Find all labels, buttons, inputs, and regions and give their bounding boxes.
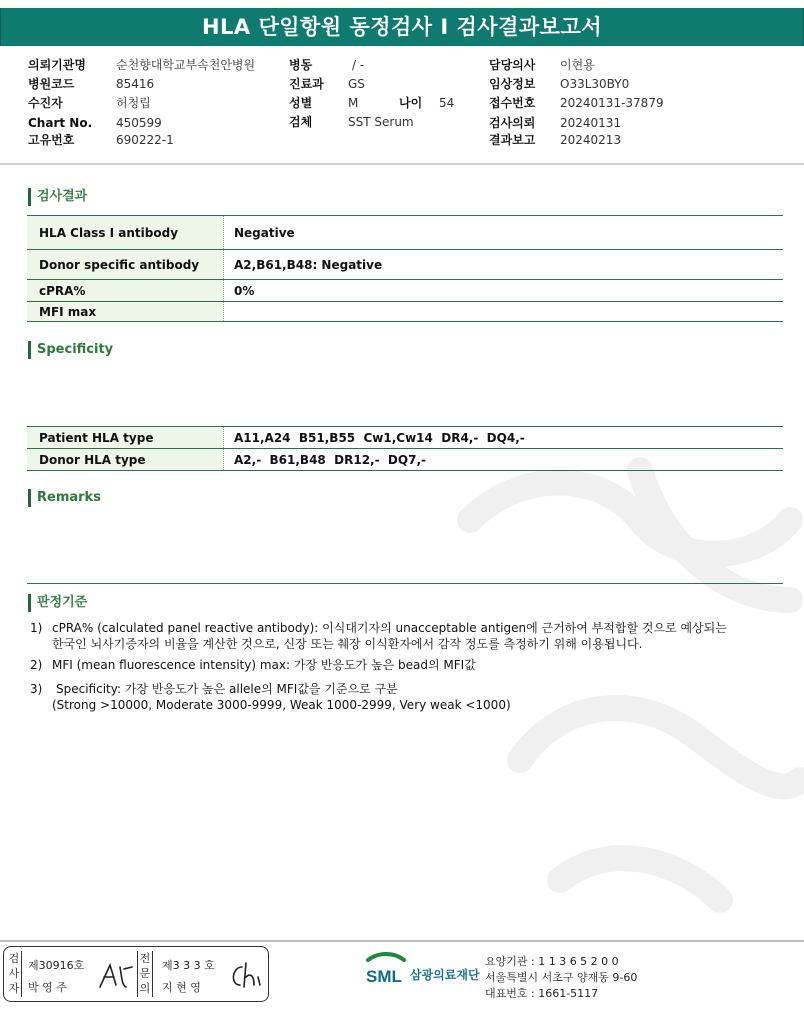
criteria-section-title: 판정기준 bbox=[28, 594, 87, 612]
tester-signature bbox=[96, 959, 134, 993]
info-label-hospital: 의뢰기관명 bbox=[28, 58, 86, 72]
hla-type-value: A2,- B61,B48 DR12,- DQ7,- bbox=[224, 449, 784, 471]
info-label-patient: 수진자 bbox=[28, 96, 63, 110]
criteria-num: 3) bbox=[30, 682, 43, 696]
criteria-num: 2) bbox=[30, 658, 43, 672]
criteria-line: 한국인 뇌사기증자의 비율을 계산한 것으로, 신장 또는 췌장 이식환자에서 감작 정도를 측정하기 위해 이용됩니다. bbox=[52, 637, 643, 651]
info-value-specimen: SST Serum bbox=[348, 115, 414, 129]
info-value-doctor: 이현용 bbox=[560, 58, 595, 72]
result-value: Negative bbox=[224, 216, 784, 250]
info-label-specimen: 검체 bbox=[289, 115, 313, 129]
hla-type-value: A11,A24 B51,B55 Cw1,Cw14 DR4,- DQ4,- bbox=[224, 427, 784, 449]
criteria-line: (Strong >10000, Moderate 3000-9999, Weak 1000-2999, Very weak <1000) bbox=[52, 698, 511, 712]
sml-logo-text: SML bbox=[366, 967, 402, 986]
tester-label-text: 검사자 bbox=[8, 952, 20, 995]
report-title: HLA 단일항원 동정검사 I 검사결과보고서 bbox=[201, 15, 603, 39]
hla-type-table bbox=[27, 426, 783, 471]
info-value-request-date: 20240131 bbox=[560, 116, 622, 130]
table-row bbox=[27, 427, 783, 449]
hla-type-key: Donor HLA type bbox=[27, 449, 224, 471]
criteria-line: MFI (mean fluorescence intensity) max: 가장 반응도가 높은 bead의 MFI값 bbox=[52, 658, 476, 672]
report-title-bar bbox=[0, 8, 804, 46]
sml-logo-icon bbox=[364, 952, 408, 992]
info-label-age: 나이 bbox=[399, 96, 423, 110]
info-label-receipt-no: 접수번호 bbox=[489, 96, 536, 110]
info-value-unique-no: 690222-1 bbox=[116, 133, 174, 147]
info-label-report-date: 결과보고 bbox=[489, 133, 536, 147]
org-address-line: 서울특별시 서초구 양재동 9-60 bbox=[485, 971, 638, 984]
result-key: Donor specific antibody bbox=[27, 250, 224, 280]
info-value-clinical-info: O33L30BY0 bbox=[560, 77, 630, 91]
result-key: cPRA% bbox=[27, 280, 224, 302]
info-label-ward: 병동 bbox=[289, 58, 313, 72]
remarks-divider bbox=[27, 583, 783, 584]
table-row bbox=[27, 449, 783, 471]
expert-signature bbox=[226, 959, 264, 993]
info-label-department: 진료과 bbox=[289, 77, 324, 91]
org-address-line: 대표번호 : 1661-5117 bbox=[485, 987, 599, 1000]
criteria-num: 1) bbox=[30, 621, 43, 635]
footer-divider bbox=[0, 940, 804, 942]
info-value-receipt-no: 20240131-37879 bbox=[560, 96, 664, 110]
table-row bbox=[27, 280, 783, 302]
info-label-hospital-code: 병원코드 bbox=[28, 77, 75, 91]
info-label-unique-no: 고유번호 bbox=[28, 133, 75, 147]
specificity-section-title: Specificity bbox=[28, 341, 113, 359]
results-section-title: 검사결과 bbox=[28, 188, 87, 206]
table-row bbox=[27, 302, 783, 322]
info-value-hospital-code: 85416 bbox=[116, 77, 155, 91]
org-name: 삼광의료재단 bbox=[410, 968, 480, 982]
result-value: 0% bbox=[224, 280, 784, 302]
signature-box bbox=[3, 946, 269, 1002]
result-value bbox=[224, 302, 784, 322]
criteria-line: Specificity: 가장 반응도가 높은 allele의 MFI값을 기준으로 구분 bbox=[56, 682, 398, 696]
tester-license-no: 제30916호 bbox=[28, 959, 85, 972]
info-value-patient: 허청립 bbox=[116, 96, 151, 110]
info-value-sex: M bbox=[348, 96, 359, 110]
info-label-chart-no: Chart No. bbox=[28, 116, 93, 130]
info-value-chart-no: 450599 bbox=[116, 116, 162, 130]
org-address bbox=[485, 954, 637, 1002]
info-label-doctor: 담당의사 bbox=[489, 58, 536, 72]
expert-name: 지 현 영 bbox=[162, 981, 201, 994]
result-value: A2,B61,B48: Negative bbox=[224, 250, 784, 280]
result-key: MFI max bbox=[27, 302, 224, 322]
expert-label-text: 전문의 bbox=[139, 952, 151, 995]
tester-label bbox=[7, 951, 22, 997]
info-label-clinical-info: 임상정보 bbox=[489, 77, 536, 91]
remarks-section-title: Remarks bbox=[28, 489, 101, 507]
criteria-line: cPRA% (calculated panel reactive antibody): 이식대기자의 unacceptable antigen에 근거하여 부적합할 것으로 예상되는 bbox=[52, 621, 727, 635]
expert-license-no: 제3 3 3 호 bbox=[162, 959, 215, 972]
info-value-ward: / - bbox=[352, 58, 365, 72]
info-divider bbox=[0, 163, 804, 165]
info-value-age: 54 bbox=[439, 96, 455, 110]
expert-label bbox=[137, 951, 153, 997]
info-label-sex: 성별 bbox=[289, 96, 313, 110]
info-value-report-date: 20240213 bbox=[560, 133, 622, 147]
result-key: HLA Class I antibody bbox=[27, 216, 224, 250]
info-value-hospital: 순천향대학교부속천안병원 bbox=[116, 58, 256, 72]
hla-type-key: Patient HLA type bbox=[27, 427, 224, 449]
table-row bbox=[27, 250, 783, 280]
results-table bbox=[27, 215, 783, 322]
table-row bbox=[27, 216, 783, 250]
info-value-department: GS bbox=[348, 77, 365, 91]
org-address-line: 요양기관 : 1 1 3 6 5 2 0 0 bbox=[485, 955, 619, 968]
info-label-request-date: 검사의뢰 bbox=[489, 116, 536, 130]
tester-name: 박 영 주 bbox=[28, 981, 67, 994]
